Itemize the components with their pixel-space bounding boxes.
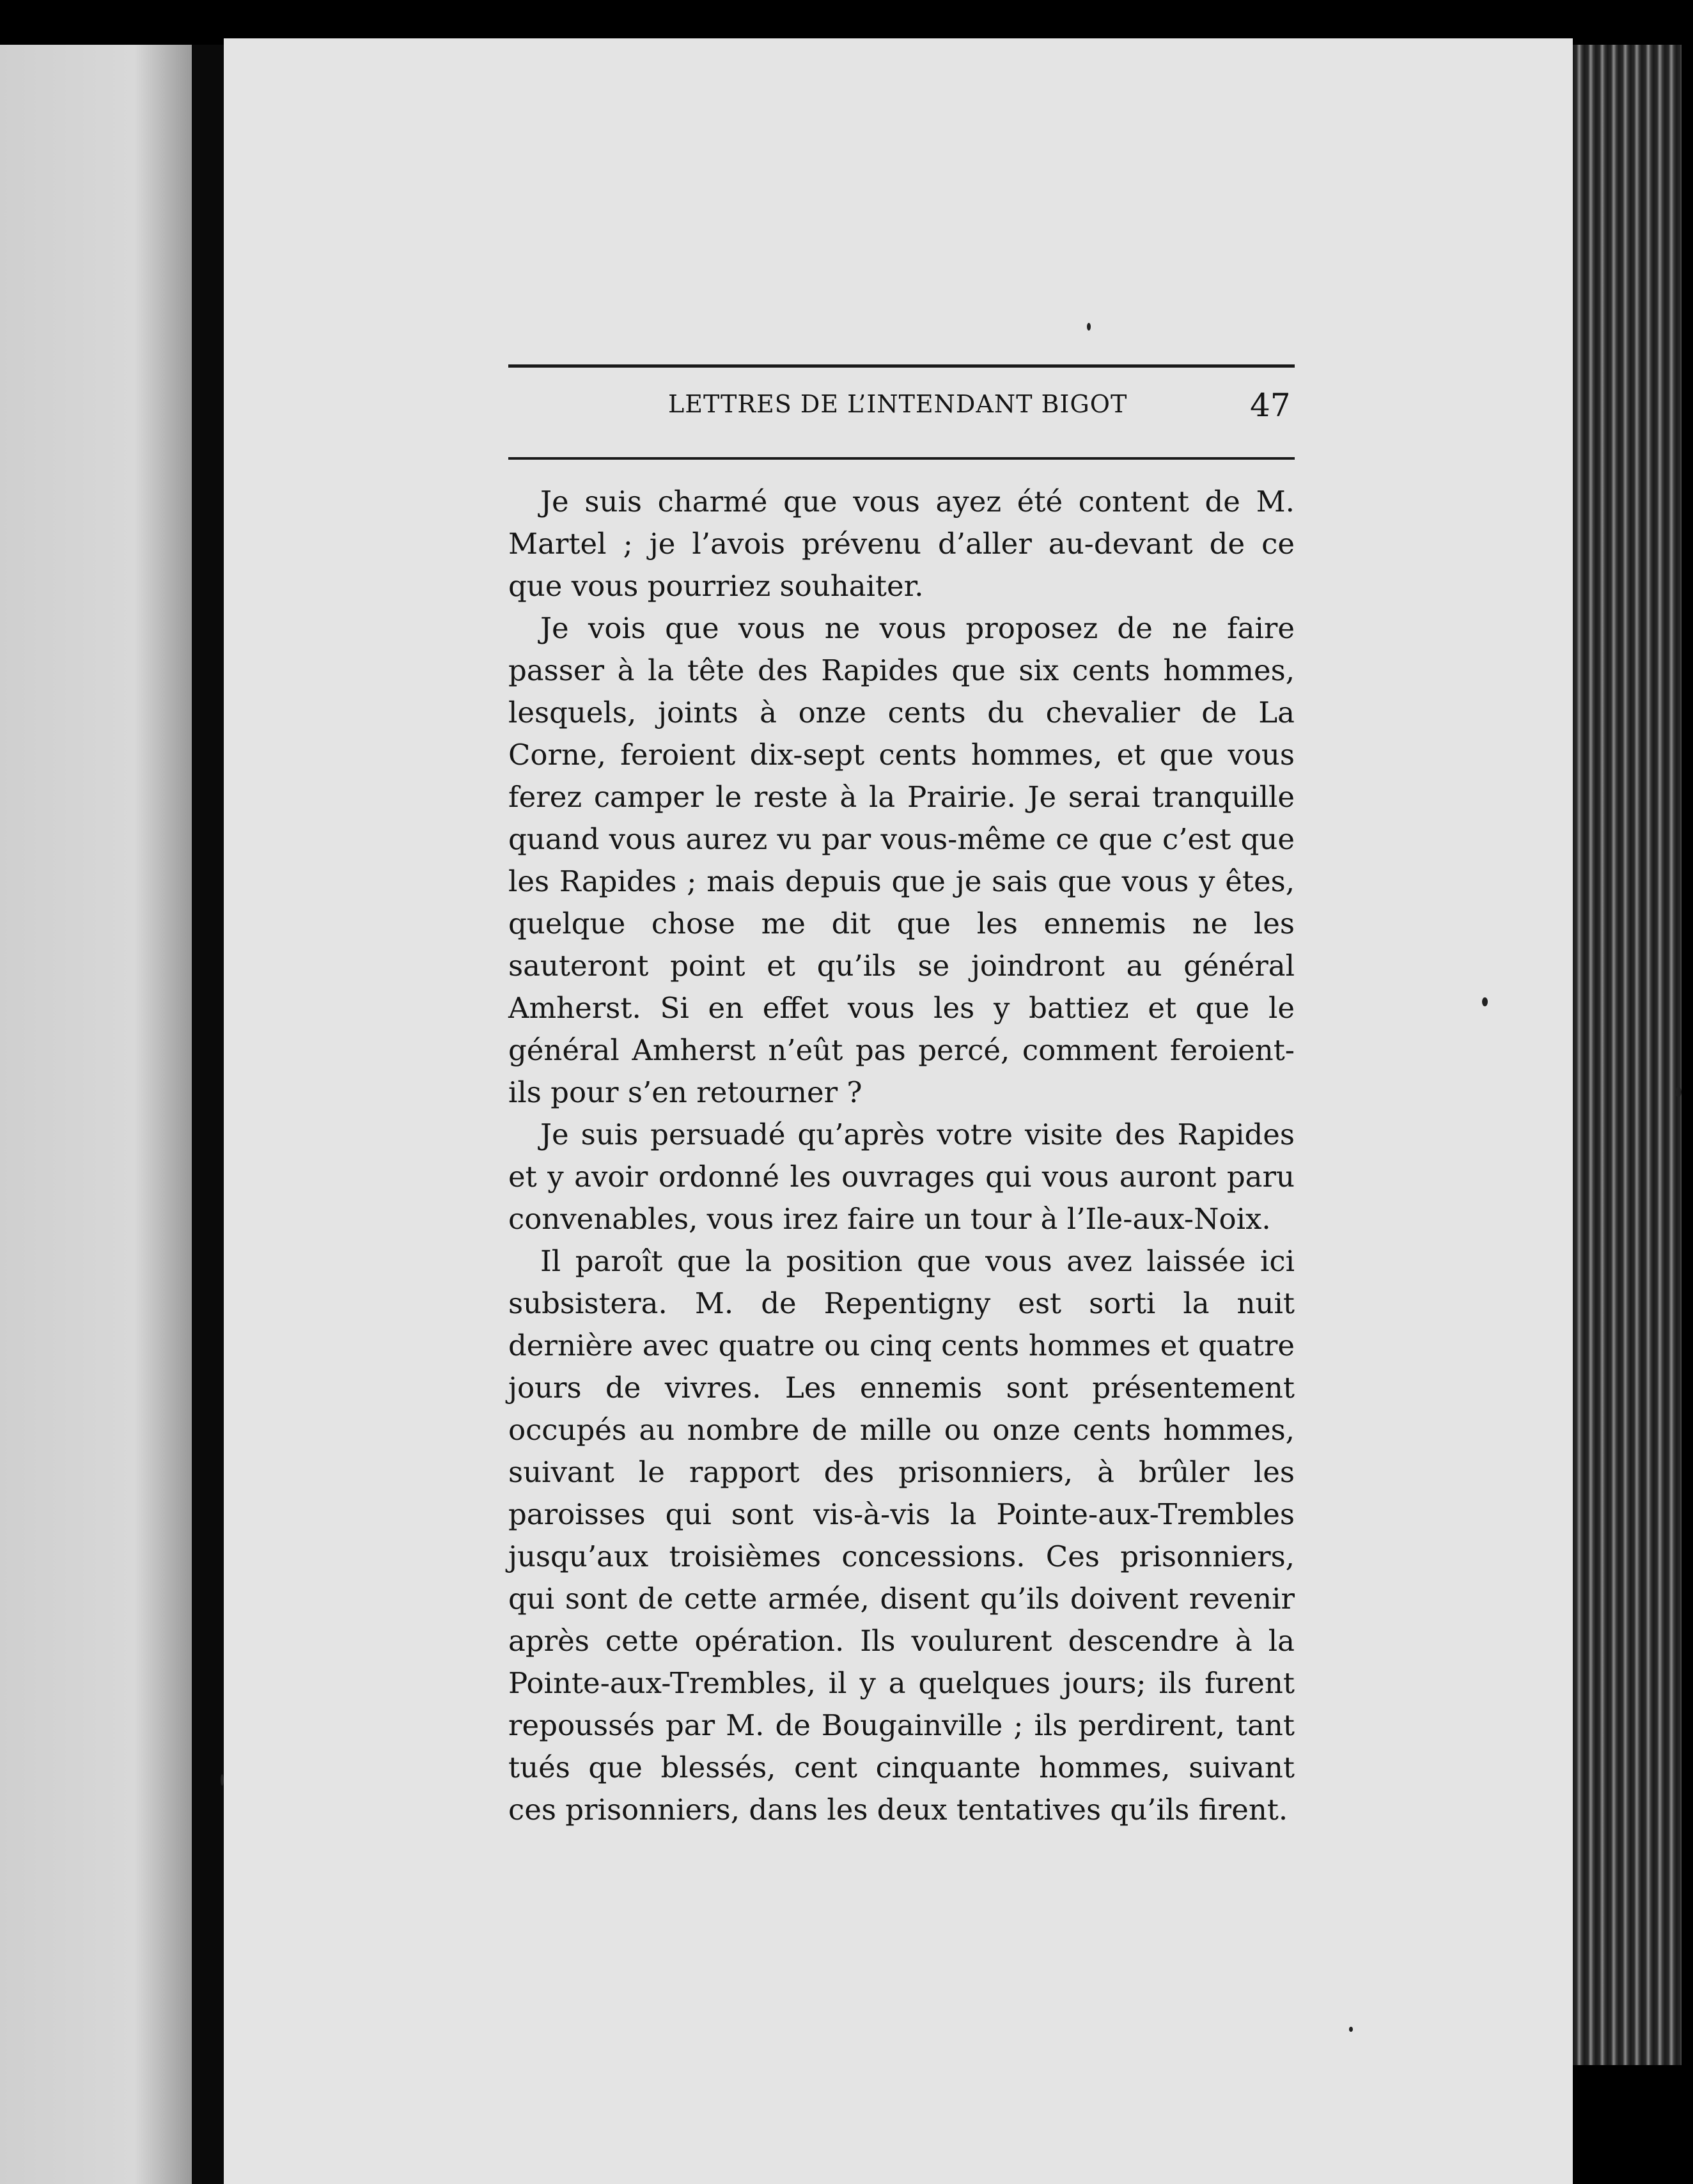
header-rule-top	[508, 364, 1295, 368]
dust-speck	[221, 1774, 224, 1786]
dust-speck	[1349, 2027, 1353, 2032]
page-number: 47	[1250, 387, 1291, 424]
paragraph: Je suis persuadé qu’après votre visite des Rapides et y avoir ordonné les ouvrages qui vous auront paru convenables, vous irez faire un tour à l’Ile-aux-Noix.	[508, 1118, 1295, 1236]
page-stack-edges	[1573, 45, 1681, 2065]
paragraph: Je vois que vous ne vous proposez de ne faire passer à la tête des Rapides que six cents hommes, lesquels, joints à onze cents du chevalier de La Corne, feroient dix-sept cents hommes, et que vous ferez camper le reste à la Prairie. Je serai tranquille quand vous aurez vu par vous-même ce que c’est que les Rapides ; mais depuis que je sais que vous y êtes, quelque chose me dit que les ennemis ne les sauteront point et qu’ils se joindront au général Amherst. Si en effet vous les y battiez et que le général Amherst n’eût pas percé, comment feroient-ils pour s’en retourner ?	[508, 611, 1295, 1109]
dust-speck	[1675, 1087, 1681, 1097]
header-rule-bottom	[508, 457, 1295, 460]
left-page-edge	[0, 45, 192, 2184]
body-text	[508, 481, 1295, 1831]
paragraph: Il paroît que la position que vous avez laissée ici subsistera. M. de Repentigny est sorti la nuit dernière avec quatre ou cinq cents hommes et quatre jours de vivres. Les ennemis sont présentement occupés au nombre de mille ou onze cents hommes, suivant le rapport des prisonniers, à brûler les paroisses qui sont vis-à-vis la Pointe-aux-Trembles jusqu’aux troisièmes concessions. Ces prisonniers, qui sont de cette armée, disent qu’ils doivent revenir après cette opération. Ils voulurent descendre à la Pointe-aux-Trembles, il y a quelques jours; ils furent repoussés par M. de Bougainville ; ils perdirent, tant tués que blessés, cent cinquante hommes, suivant ces prisonniers, dans les deux tentatives qu’ils firent.	[508, 1244, 1295, 1827]
running-head: LETTRES DE L’INTENDANT BIGOT	[668, 390, 1128, 418]
dust-speck	[1087, 323, 1091, 331]
paragraph: Je suis charmé que vous ayez été content de M. Martel ; je l’avois prévenu d’aller au-devant de ce que vous pourriez souhaiter.	[508, 485, 1295, 603]
book-gutter	[192, 45, 224, 2184]
dust-speck	[1482, 997, 1488, 1006]
